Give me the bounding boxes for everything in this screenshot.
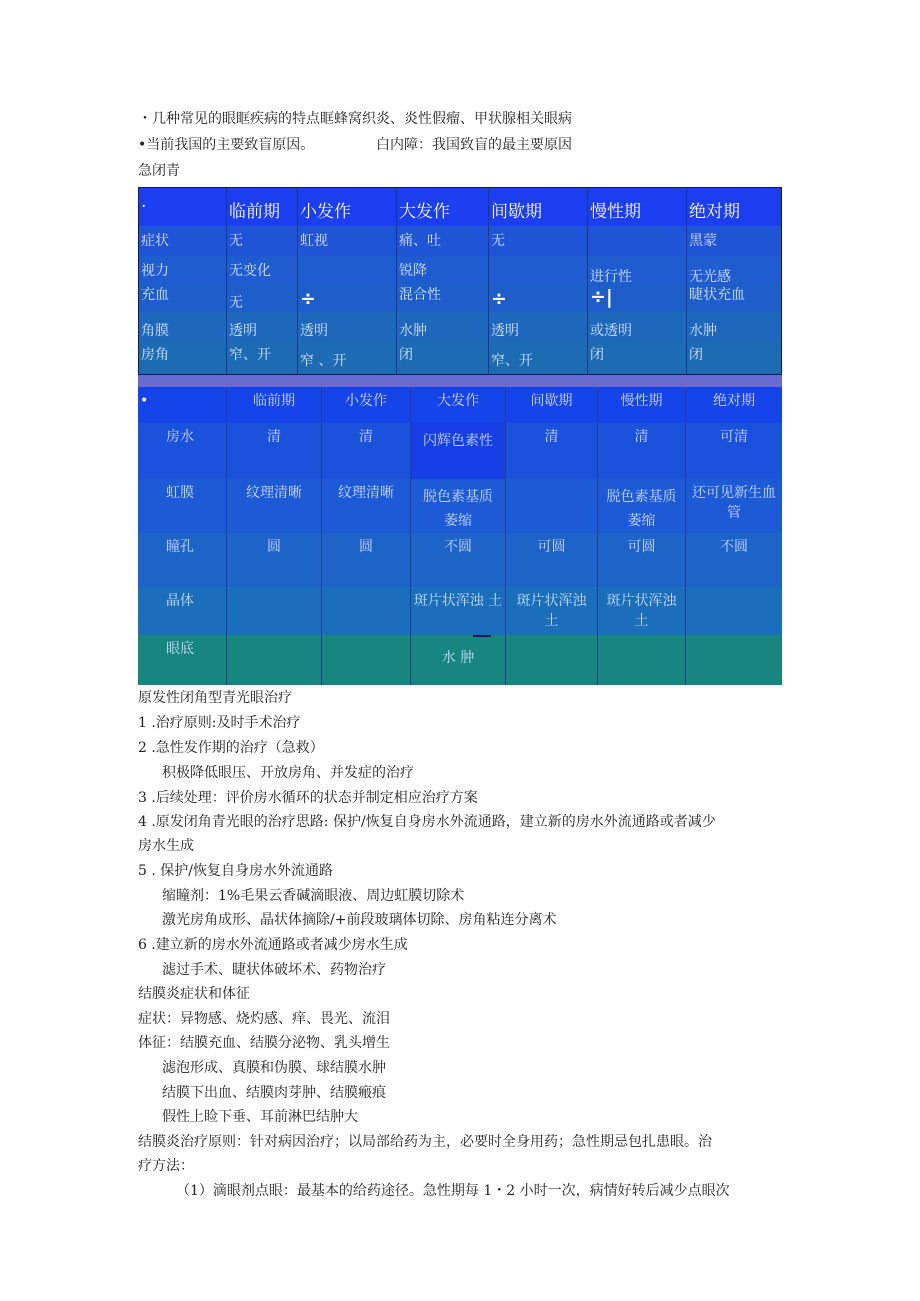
table-cell: 圆 bbox=[227, 533, 322, 587]
table-cell bbox=[227, 587, 322, 635]
table-cell: 晶体 bbox=[138, 587, 227, 635]
table-cell: 不圆 bbox=[411, 533, 506, 587]
table-header-cell: 绝对期 bbox=[689, 202, 740, 222]
stage-table-1 bbox=[138, 187, 782, 375]
text-line: 滤泡形成、真膜和伪膜、球结膜水肿 bbox=[162, 1060, 386, 1076]
text-line: 结膜炎治疗原则：针对病因治疗；以局部给药为主，必要时全身用药；急性期忌包扎患眼。治 bbox=[138, 1134, 712, 1150]
table-cell: ÷ bbox=[489, 284, 588, 312]
table-cell: 斑片状浑浊 土 bbox=[598, 587, 686, 635]
table-cell: 充血 bbox=[139, 284, 227, 312]
table-cell: 透明 bbox=[489, 312, 588, 342]
table-cell bbox=[489, 256, 588, 284]
table-cell: 进行性 bbox=[588, 256, 687, 284]
table-cell: 脱色素基质 萎缩 bbox=[598, 479, 686, 533]
section-title: 原发性闭角型青光眼治疗 bbox=[138, 690, 292, 706]
text-line: 白内障：我国致盲的最主要原因 bbox=[376, 137, 572, 153]
table-cell bbox=[506, 635, 598, 685]
table-separator-band bbox=[138, 375, 782, 387]
table-cell: 症状 bbox=[139, 226, 227, 256]
table-header-cell: · bbox=[139, 188, 227, 226]
text-line: （1）滴眼剂点眼：最基本的给药途径。急性期每 1・2 小时一次，病情好转后减少点眼次 bbox=[176, 1183, 730, 1199]
table-cell: 无变化 bbox=[227, 256, 298, 284]
text-line: 积极降低眼压、开放房角、并发症的治疗 bbox=[162, 765, 414, 781]
table-cell bbox=[322, 635, 411, 685]
table-cell: 混合性 bbox=[397, 284, 489, 312]
table-row bbox=[138, 533, 782, 587]
list-item: 3 .后续处理：评价房水循环的状态并制定相应治疗方案 bbox=[138, 790, 478, 806]
table-cell: ÷| bbox=[588, 284, 687, 312]
table-cell bbox=[588, 226, 687, 256]
list-item: 1 .治疗原则:及时手术治疗 bbox=[138, 715, 301, 731]
table-header-row bbox=[138, 387, 782, 423]
table-cell: 可圆 bbox=[598, 533, 686, 587]
table-cell: 纹理清晰 bbox=[227, 479, 322, 533]
table-header-cell: • bbox=[138, 387, 227, 423]
table-cell: 透明 bbox=[227, 312, 298, 342]
table-header-cell: 小发作 bbox=[322, 387, 411, 423]
section-title: 急闭青 bbox=[138, 163, 180, 179]
table-cell: 无光感 bbox=[689, 269, 731, 284]
list-item: 5 . 保护/恢复自身房水外流通路 bbox=[138, 863, 333, 879]
table-cell: 无 bbox=[489, 226, 588, 256]
table-cell: 锐降 bbox=[397, 256, 489, 284]
table-cell: 透明 bbox=[298, 312, 397, 342]
table-cell: 或透明 bbox=[588, 312, 687, 342]
table-cell bbox=[506, 479, 598, 533]
table-cell: 清 bbox=[506, 423, 598, 479]
table-cell: 不圆 bbox=[720, 539, 748, 555]
text-line: 症状：异物感、烧灼感、痒、畏光、流泪 bbox=[138, 1011, 390, 1027]
table-cell: 痛、吐 bbox=[397, 226, 489, 256]
table-cell: 圆 bbox=[322, 533, 411, 587]
table-cell: 房角 bbox=[139, 342, 227, 374]
table-cell bbox=[227, 635, 322, 685]
list-item: 6 .建立新的房水外流通路或者减少房水生成 bbox=[138, 937, 408, 953]
stage-table-2 bbox=[138, 387, 782, 685]
table-cell: 闭 bbox=[588, 342, 687, 374]
table-cell bbox=[322, 587, 411, 635]
table-cell bbox=[686, 587, 782, 635]
table-cell: 黑蒙 bbox=[689, 233, 717, 249]
table-cell: 无 bbox=[227, 226, 298, 256]
table-cell: 清 bbox=[598, 423, 686, 479]
table-cell: 虹视 bbox=[298, 226, 397, 256]
text-line: 滤过手术、睫状体破坏术、药物治疗 bbox=[162, 962, 386, 978]
table-header-cell: 小发作 bbox=[298, 188, 397, 226]
list-item: 2 .急性发作期的治疗（急救） bbox=[138, 740, 324, 756]
table-row bbox=[139, 226, 781, 256]
text-line: 房水生成 bbox=[138, 838, 194, 854]
list-item: 4 .原发闭角青光眼的治疗思路: 保护/恢复自身房水外流通路，建立新的房水外流通路或者减少 bbox=[138, 814, 716, 830]
cell-text: 水 肿 bbox=[441, 650, 475, 666]
text-line: ・几种常见的眼眶疾病的特点眶蜂窝织炎、炎性假瘤、甲状腺相关眼病 bbox=[138, 111, 572, 127]
table-row bbox=[138, 635, 782, 685]
table-header-row bbox=[139, 188, 781, 226]
table-cell: 眼底 bbox=[138, 635, 227, 685]
table-cell: 房水 bbox=[138, 423, 227, 479]
table-cell bbox=[598, 635, 686, 685]
table-cell: 斑片状浑浊 土 bbox=[506, 587, 598, 635]
table-cell: 角膜 bbox=[139, 312, 227, 342]
table-cell: 闭 bbox=[397, 342, 489, 374]
text-line: 体征：结膜充血、结膜分泌物、乳头增生 bbox=[138, 1035, 390, 1051]
table-row bbox=[139, 312, 781, 342]
table-cell: 可圆 bbox=[506, 533, 598, 587]
table-cell: 窄 、开 bbox=[298, 342, 397, 374]
text-line: •当前我国的主要致盲原因。 bbox=[138, 137, 315, 153]
table-header-cell: 间歇期 bbox=[506, 387, 598, 423]
table-header-cell: 临前期 bbox=[227, 188, 298, 226]
table-row bbox=[138, 587, 782, 635]
table-cell: 瞳孔 bbox=[138, 533, 227, 587]
table-header-cell: 大发作 bbox=[397, 188, 489, 226]
table-cell: 闪辉色素性 bbox=[411, 423, 506, 479]
table-cell: 清 bbox=[227, 423, 322, 479]
table-row bbox=[139, 284, 781, 312]
table-cell: 水肿 bbox=[397, 312, 489, 342]
table-cell: 可清 bbox=[720, 429, 748, 445]
section-title: 结膜炎症状和体征 bbox=[138, 986, 250, 1002]
table-header-cell: 临前期 bbox=[227, 387, 322, 423]
table-cell: 窄、开 bbox=[489, 342, 588, 374]
table-cell: 闭 bbox=[689, 347, 703, 363]
table-cell: 窄、开 bbox=[227, 342, 298, 374]
table-cell bbox=[298, 256, 397, 284]
table-cell: ÷ bbox=[298, 284, 397, 312]
table-cell: 睫状充血 bbox=[689, 287, 745, 303]
table-row bbox=[139, 256, 781, 284]
table-header-cell: 间歇期 bbox=[489, 188, 588, 226]
table-cell: 虹膜 bbox=[138, 479, 227, 533]
table-cell: 无 bbox=[227, 284, 298, 312]
table-header-cell: 大发作 bbox=[411, 387, 506, 423]
text-line: 假性上睑下垂、耳前淋巴结肿大 bbox=[162, 1109, 358, 1125]
text-line: 缩瞳剂：1%毛果云香碱滴眼液、周边虹膜切除术 bbox=[162, 888, 465, 904]
table-cell bbox=[686, 635, 782, 685]
text-line: 激光房角成形、晶状体摘除/+前段玻璃体切除、房角粘连分离术 bbox=[162, 912, 557, 928]
table-cell: 水肿 bbox=[689, 323, 717, 339]
text-line: 疗方法： bbox=[138, 1158, 194, 1174]
text-line: 结膜下出血、结膜肉芽肿、结膜瘢痕 bbox=[162, 1085, 386, 1101]
table-header-cell: 慢性期 bbox=[598, 387, 686, 423]
table-cell: 脱色素基质 萎缩 bbox=[411, 479, 506, 533]
table-row bbox=[138, 423, 782, 479]
table-cell: 还可见新生血管 bbox=[692, 485, 776, 521]
table-row bbox=[138, 479, 782, 533]
table-cell: 斑片状浑浊 土 bbox=[411, 587, 506, 635]
table-row bbox=[139, 342, 781, 374]
table-cell: 清 bbox=[322, 423, 411, 479]
table-cell bbox=[411, 635, 506, 685]
table-header-cell: 慢性期 bbox=[588, 188, 687, 226]
table-cell: 纹理清晰 bbox=[322, 479, 411, 533]
table-header-cell: 绝对期 bbox=[713, 393, 755, 409]
table-cell: 视力 bbox=[139, 256, 227, 284]
cell-divider bbox=[473, 635, 491, 637]
